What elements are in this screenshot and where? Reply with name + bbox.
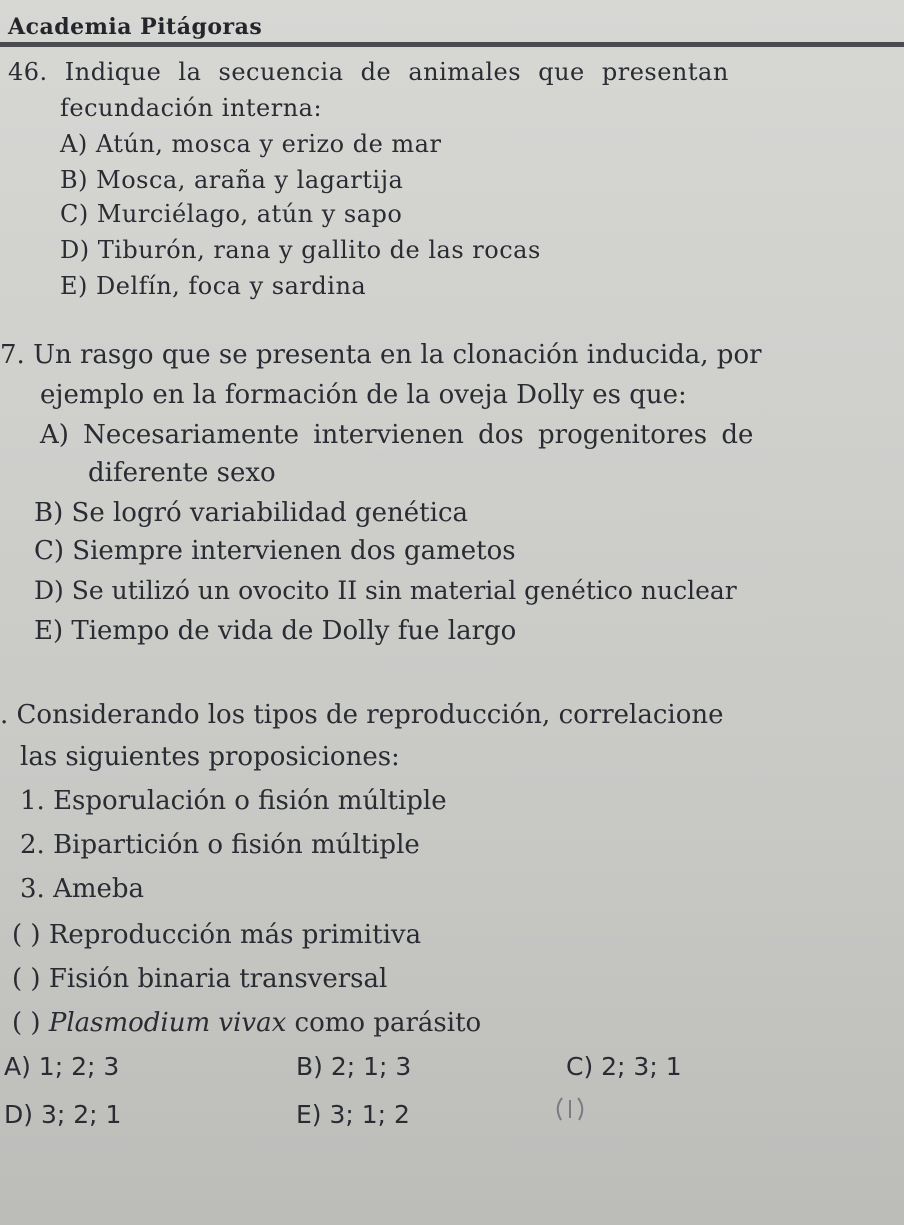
q48-blank-3-suffix: como parásito (286, 1008, 482, 1038)
q46-stem-line2: fecundación interna: (60, 94, 323, 122)
q48-stem-line2: las siguientes proposiciones: (20, 742, 400, 772)
q47-option-c: C) Siempre intervienen dos gametos (34, 536, 516, 566)
q47-option-b: B) Se logró variabilidad genética (34, 498, 469, 528)
q46-stem-line1: 46. Indique la secuencia de animales que presentan (8, 58, 729, 86)
q48-item-2: 2. Bipartición o fisión múltiple (20, 830, 420, 860)
q46-option-c: C) Murciélago, atún y sapo (60, 200, 403, 228)
q46-option-a: A) Atún, mosca y erizo de mar (60, 130, 442, 158)
handwritten-mark-icon (552, 1094, 592, 1124)
q48-blank-3-prefix: ( ) (12, 1008, 49, 1038)
q46-option-e: E) Delfín, foca y sardina (60, 272, 367, 300)
q48-item-1: 1. Esporulación o fisión múltiple (20, 786, 447, 816)
q48-stem-line1: . Considerando los tipos de reproducción, correlacione (0, 700, 724, 730)
q48-blank-3-species: Plasmodium vivax (48, 1008, 287, 1038)
q46-option-d: D) Tiburón, rana y gallito de las rocas (60, 236, 541, 264)
q48-blank-2: ( ) Fisión binaria transversal (12, 964, 388, 994)
q47-stem-line2: ejemplo en la formación de la oveja Dolly es que: (40, 380, 687, 410)
q47-option-d: D) Se utilizó un ovocito II sin material genético nuclear (34, 576, 737, 605)
q48-answer-b: B) 2; 1; 3 (296, 1052, 412, 1081)
academy-header: Academia Pitágoras (8, 14, 263, 40)
q47-option-e: E) Tiempo de vida de Dolly fue largo (34, 616, 517, 646)
q48-answer-c: C) 2; 3; 1 (566, 1052, 682, 1081)
q47-option-a-line1: A) Necesariamente intervienen dos progenitores de (40, 420, 754, 450)
q48-item-3: 3. Ameba (20, 874, 145, 904)
q48-blank-3 (12, 1008, 481, 1038)
q48-answer-d: D) 3; 2; 1 (4, 1100, 122, 1129)
q47-stem-line1: 7. Un rasgo que se presenta en la clonación inducida, por (0, 340, 762, 370)
header-divider (0, 42, 904, 47)
q48-answer-a: A) 1; 2; 3 (4, 1052, 120, 1081)
q47-option-a-line2: diferente sexo (88, 458, 276, 488)
q48-blank-1: ( ) Reproducción más primitiva (12, 920, 422, 950)
q46-option-b: B) Mosca, araña y lagartija (60, 166, 404, 194)
q48-answer-e: E) 3; 1; 2 (296, 1100, 410, 1129)
